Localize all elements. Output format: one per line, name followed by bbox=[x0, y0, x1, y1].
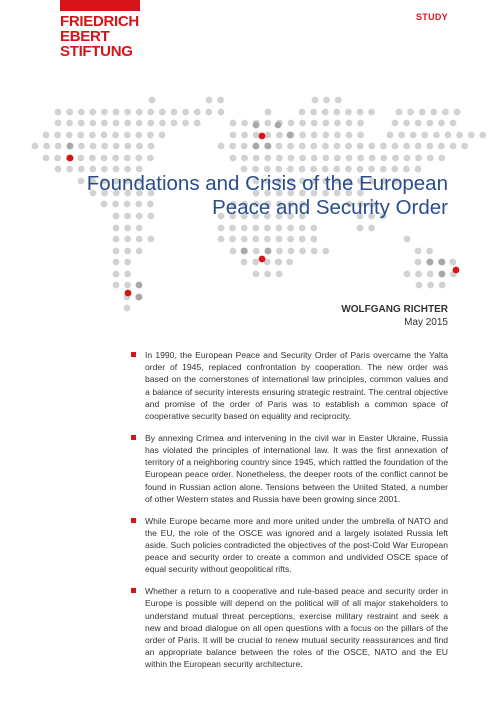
list-item-text: In 1990, the European Peace and Security Order of Paris overcame the Yalta order of 1945, replaced confrontation by cooperation. The new order was based on the cornerstones of international law principles, common values and a balance of security interests ensuring strategic restraint. The central objective and promise of the order of Paris was to establish a common space of cooperative security based on equality and reciprocity. bbox=[145, 350, 448, 422]
map-dot bbox=[322, 132, 329, 139]
map-dot bbox=[159, 120, 166, 127]
map-dot bbox=[218, 143, 225, 150]
map-dot bbox=[241, 132, 248, 139]
map-dot bbox=[265, 109, 272, 116]
logo-line: FRIEDRICH bbox=[60, 13, 139, 30]
map-dot bbox=[311, 155, 318, 162]
publication-date: May 2015 bbox=[404, 317, 448, 328]
map-dot bbox=[149, 97, 156, 104]
map-dot bbox=[357, 155, 364, 162]
map-dot bbox=[311, 120, 318, 127]
map-dot bbox=[454, 109, 461, 116]
map-dot bbox=[310, 109, 317, 116]
map-dot bbox=[276, 225, 283, 232]
map-dot bbox=[159, 109, 166, 116]
map-dot bbox=[230, 120, 237, 127]
map-dot bbox=[310, 225, 317, 232]
map-dot bbox=[124, 143, 131, 150]
map-dot bbox=[230, 155, 237, 162]
map-dot bbox=[253, 155, 260, 162]
map-dot bbox=[148, 143, 155, 150]
map-dot bbox=[335, 97, 342, 104]
map-dot bbox=[357, 120, 364, 127]
title-line-2: Peace and Security Order bbox=[212, 196, 448, 219]
map-dot bbox=[78, 143, 85, 150]
map-dot bbox=[136, 120, 143, 127]
map-dot bbox=[159, 132, 166, 139]
map-dot bbox=[113, 248, 120, 255]
document-type-label: STUDY bbox=[415, 12, 448, 22]
map-dot bbox=[416, 282, 423, 289]
map-dot bbox=[427, 259, 434, 266]
map-dot bbox=[357, 132, 364, 139]
map-dot bbox=[124, 236, 131, 243]
map-dot bbox=[368, 225, 375, 232]
map-dot bbox=[276, 248, 283, 255]
map-dot bbox=[334, 120, 341, 127]
map-dot bbox=[346, 155, 353, 162]
map-dot bbox=[67, 155, 74, 162]
summary-list bbox=[130, 349, 448, 680]
map-dot bbox=[264, 225, 271, 232]
map-dot bbox=[334, 155, 341, 162]
map-dot bbox=[252, 236, 259, 243]
title-line-1: Foundations and Crisis of the European bbox=[86, 172, 448, 195]
map-dot bbox=[276, 132, 283, 139]
map-dot bbox=[392, 155, 399, 162]
map-dot bbox=[89, 155, 96, 162]
bullet-square-icon bbox=[131, 518, 136, 523]
map-dot bbox=[229, 236, 236, 243]
map-dot bbox=[55, 109, 62, 116]
map-dot bbox=[218, 225, 225, 232]
bullet-square-icon bbox=[131, 435, 136, 440]
map-dot bbox=[369, 155, 376, 162]
map-dot bbox=[438, 143, 445, 150]
map-dot bbox=[299, 225, 306, 232]
map-dot bbox=[461, 143, 468, 150]
map-dot bbox=[415, 143, 422, 150]
map-dot bbox=[275, 259, 282, 266]
map-dot bbox=[323, 97, 330, 104]
map-dot bbox=[404, 155, 411, 162]
map-dot bbox=[113, 282, 120, 289]
map-dot bbox=[101, 120, 108, 127]
map-dot bbox=[299, 120, 306, 127]
map-dot bbox=[136, 236, 143, 243]
map-dot bbox=[276, 271, 283, 278]
map-dot bbox=[124, 225, 131, 232]
map-dot bbox=[276, 143, 283, 150]
list-item bbox=[130, 349, 448, 422]
map-dot bbox=[421, 132, 428, 139]
map-dot bbox=[445, 132, 452, 139]
map-dot bbox=[479, 132, 486, 139]
map-dot bbox=[427, 282, 434, 289]
map-dot bbox=[419, 109, 426, 116]
map-dot bbox=[275, 122, 282, 129]
map-dot bbox=[368, 143, 375, 150]
map-dot bbox=[404, 271, 411, 278]
map-dot bbox=[113, 143, 120, 150]
map-dot bbox=[286, 259, 293, 266]
map-dot bbox=[392, 120, 399, 127]
map-dot bbox=[171, 120, 178, 127]
map-dot bbox=[438, 155, 445, 162]
map-dot bbox=[264, 120, 271, 127]
map-dot bbox=[288, 248, 295, 255]
map-dot bbox=[230, 248, 237, 255]
list-item bbox=[130, 515, 448, 576]
map-dot bbox=[439, 271, 446, 278]
map-dot bbox=[287, 236, 294, 243]
author-name: WOLFGANG RICHTER bbox=[341, 304, 448, 315]
map-dot bbox=[135, 132, 142, 139]
map-dot bbox=[456, 132, 463, 139]
map-dot bbox=[113, 271, 120, 278]
map-dot bbox=[182, 120, 189, 127]
map-dot bbox=[136, 282, 143, 289]
map-dot bbox=[299, 109, 306, 116]
map-dot bbox=[171, 109, 178, 116]
map-dot bbox=[55, 120, 62, 127]
map-dot bbox=[66, 132, 73, 139]
map-dot bbox=[194, 120, 201, 127]
map-dot bbox=[403, 143, 410, 150]
map-dot bbox=[147, 236, 154, 243]
map-dot bbox=[229, 225, 236, 232]
map-dot bbox=[259, 133, 266, 140]
map-dot bbox=[54, 155, 61, 162]
map-dot bbox=[124, 305, 131, 312]
map-dot bbox=[312, 97, 319, 104]
map-dot bbox=[78, 109, 85, 116]
map-dot bbox=[241, 259, 248, 266]
map-dot bbox=[259, 256, 266, 263]
map-dot bbox=[439, 282, 446, 289]
map-dot bbox=[288, 120, 295, 127]
map-dot bbox=[322, 248, 329, 255]
map-dot bbox=[380, 155, 387, 162]
map-dot bbox=[287, 132, 294, 139]
map-dot bbox=[124, 109, 131, 116]
map-dot bbox=[43, 155, 50, 162]
map-dot bbox=[310, 236, 317, 243]
map-dot bbox=[113, 109, 120, 116]
map-dot bbox=[427, 155, 434, 162]
map-dot bbox=[276, 236, 283, 243]
author-block bbox=[341, 303, 448, 329]
map-dot bbox=[380, 143, 387, 150]
map-dot bbox=[415, 120, 422, 127]
map-dot bbox=[89, 132, 96, 139]
map-dot bbox=[241, 120, 248, 127]
map-dot bbox=[90, 143, 97, 150]
map-dot bbox=[299, 132, 306, 139]
map-dot bbox=[310, 143, 317, 150]
map-dot bbox=[253, 132, 260, 139]
map-dot bbox=[241, 143, 248, 150]
map-dot bbox=[357, 225, 364, 232]
list-item bbox=[130, 585, 448, 670]
map-dot bbox=[43, 132, 50, 139]
map-dot bbox=[299, 155, 306, 162]
logo-line: EBERT bbox=[60, 28, 110, 45]
map-dot bbox=[101, 143, 108, 150]
map-dot bbox=[77, 132, 84, 139]
map-dot bbox=[299, 236, 306, 243]
map-dot bbox=[66, 109, 73, 116]
map-dot bbox=[67, 143, 74, 150]
map-dot bbox=[426, 248, 433, 255]
map-dot bbox=[426, 120, 433, 127]
map-dot bbox=[299, 248, 306, 255]
map-dot bbox=[113, 120, 120, 127]
map-dot bbox=[230, 132, 237, 139]
map-dot bbox=[77, 155, 84, 162]
map-dot bbox=[89, 109, 96, 116]
map-dot bbox=[322, 109, 329, 116]
map-dot bbox=[55, 143, 62, 150]
map-dot bbox=[124, 155, 131, 162]
map-dot bbox=[403, 120, 410, 127]
map-dot bbox=[433, 132, 440, 139]
map-dot bbox=[194, 109, 201, 116]
map-dot bbox=[124, 271, 131, 278]
map-dot bbox=[334, 143, 341, 150]
map-dot bbox=[430, 109, 437, 116]
map-dot bbox=[218, 236, 225, 243]
map-dot bbox=[124, 282, 131, 289]
map-dot bbox=[398, 132, 405, 139]
map-dot bbox=[253, 248, 260, 255]
map-dot bbox=[345, 109, 352, 116]
map-dot bbox=[334, 132, 341, 139]
map-dot bbox=[404, 236, 411, 243]
map-dot bbox=[415, 259, 422, 266]
map-dot bbox=[287, 143, 294, 150]
map-dot bbox=[112, 132, 119, 139]
map-dot bbox=[101, 109, 108, 116]
map-dot bbox=[124, 132, 131, 139]
map-dot bbox=[241, 155, 248, 162]
map-dot bbox=[124, 120, 131, 127]
map-dot bbox=[136, 225, 143, 232]
map-dot bbox=[357, 109, 364, 116]
map-dot bbox=[253, 271, 260, 278]
bullet-square-icon bbox=[131, 352, 136, 357]
map-dot bbox=[113, 259, 120, 266]
map-dot bbox=[453, 267, 460, 274]
map-dot bbox=[125, 290, 132, 297]
map-dot bbox=[206, 97, 213, 104]
map-dot bbox=[265, 143, 272, 150]
map-dot bbox=[241, 225, 248, 232]
logo-line: STIFTUNG bbox=[60, 43, 133, 60]
map-dot bbox=[346, 132, 353, 139]
map-dot bbox=[253, 143, 260, 150]
map-dot bbox=[450, 120, 457, 127]
map-dot bbox=[113, 236, 120, 243]
map-dot bbox=[218, 109, 225, 116]
map-dot bbox=[288, 155, 295, 162]
map-dot bbox=[415, 155, 422, 162]
map-dot bbox=[442, 109, 449, 116]
map-dot bbox=[396, 109, 403, 116]
map-dot bbox=[345, 143, 352, 150]
map-dot bbox=[407, 109, 414, 116]
map-dot bbox=[136, 248, 143, 255]
map-dot bbox=[217, 97, 224, 104]
map-dot bbox=[387, 132, 394, 139]
map-dot bbox=[136, 143, 143, 150]
list-item-text: While Europe became more and more united under the umbrella of NATO and the EU, the role of the OSCE was ignored and a largely isolated Russia left aside. Such policies contradicted the objectives of the post-Cold War European peace and security order to create a common and undivided OSCE space of equal security without geopolitical rifts. bbox=[145, 515, 448, 575]
map-dot bbox=[438, 120, 445, 127]
map-dot bbox=[101, 155, 108, 162]
map-dot bbox=[112, 155, 119, 162]
map-dot bbox=[205, 109, 212, 116]
map-dot bbox=[54, 132, 61, 139]
map-dot bbox=[322, 120, 329, 127]
list-item-text: By annexing Crimea and intervening in the civil war in Easter Ukraine, Russia has violated the principles of international law. It was the first annexation of territory of a neighboring country since 1945, which rattled the foundation of the European peace order. Nonetheless, the deeper roots of the conflict cannot be found in Russian action alone. Tensions between the United Stated, a number of other Western states and Russia have been growing since 2001. bbox=[145, 432, 448, 504]
map-dot bbox=[124, 248, 131, 255]
map-dot bbox=[147, 132, 154, 139]
map-dot bbox=[287, 225, 294, 232]
map-dot bbox=[43, 143, 50, 150]
map-dot bbox=[252, 259, 259, 266]
map-dot bbox=[135, 155, 142, 162]
map-dot bbox=[265, 248, 272, 255]
list-item bbox=[130, 432, 448, 505]
map-dot bbox=[252, 225, 259, 232]
map-dot bbox=[449, 259, 456, 266]
map-dot bbox=[253, 122, 260, 129]
map-dot bbox=[450, 143, 457, 150]
map-dot bbox=[264, 155, 271, 162]
map-dot bbox=[66, 120, 73, 127]
map-dot bbox=[147, 155, 154, 162]
map-dot bbox=[229, 143, 236, 150]
map-dot bbox=[368, 109, 375, 116]
map-dot bbox=[32, 143, 39, 150]
map-dot bbox=[113, 225, 120, 232]
list-item-text: Whether a return to a cooperative and rule-based peace and security order in Europe is possible will depend on the political will of all major stakeholders to understand mutual threat perceptions, exercise military restraint and seek a new and broad dialogue on all open questions with a focus on the pillars of the order of Paris. It will be crucial to renew mutual security reassurances and find an appropriate balance between the roles of the OSCE, NATO and the EU within the European security architecture. bbox=[145, 586, 448, 670]
map-dot bbox=[357, 143, 364, 150]
map-dot bbox=[392, 143, 399, 150]
map-dot bbox=[276, 155, 283, 162]
map-dot bbox=[241, 248, 248, 255]
map-dot bbox=[311, 132, 318, 139]
map-dot bbox=[147, 120, 154, 127]
map-dot bbox=[415, 271, 422, 278]
map-dot bbox=[101, 132, 108, 139]
map-dot bbox=[322, 143, 329, 150]
map-dot bbox=[182, 109, 189, 116]
map-dot bbox=[322, 155, 329, 162]
map-dot bbox=[136, 294, 143, 301]
bullet-square-icon bbox=[131, 588, 136, 593]
document-title bbox=[60, 172, 448, 220]
map-dot bbox=[415, 248, 422, 255]
map-dot bbox=[439, 259, 446, 266]
map-dot bbox=[299, 143, 306, 150]
map-dot bbox=[410, 132, 417, 139]
map-dot bbox=[89, 120, 96, 127]
map-dot bbox=[346, 120, 353, 127]
map-dot bbox=[147, 109, 154, 116]
map-dot bbox=[241, 236, 248, 243]
map-dot bbox=[468, 132, 475, 139]
map-dot bbox=[264, 236, 271, 243]
map-dot bbox=[264, 132, 271, 139]
map-dot bbox=[311, 248, 318, 255]
map-dot bbox=[78, 120, 85, 127]
map-dot bbox=[333, 109, 340, 116]
map-dot bbox=[136, 109, 143, 116]
map-dot bbox=[124, 259, 131, 266]
map-dot bbox=[426, 143, 433, 150]
map-dot bbox=[264, 271, 271, 278]
map-dot bbox=[427, 271, 434, 278]
